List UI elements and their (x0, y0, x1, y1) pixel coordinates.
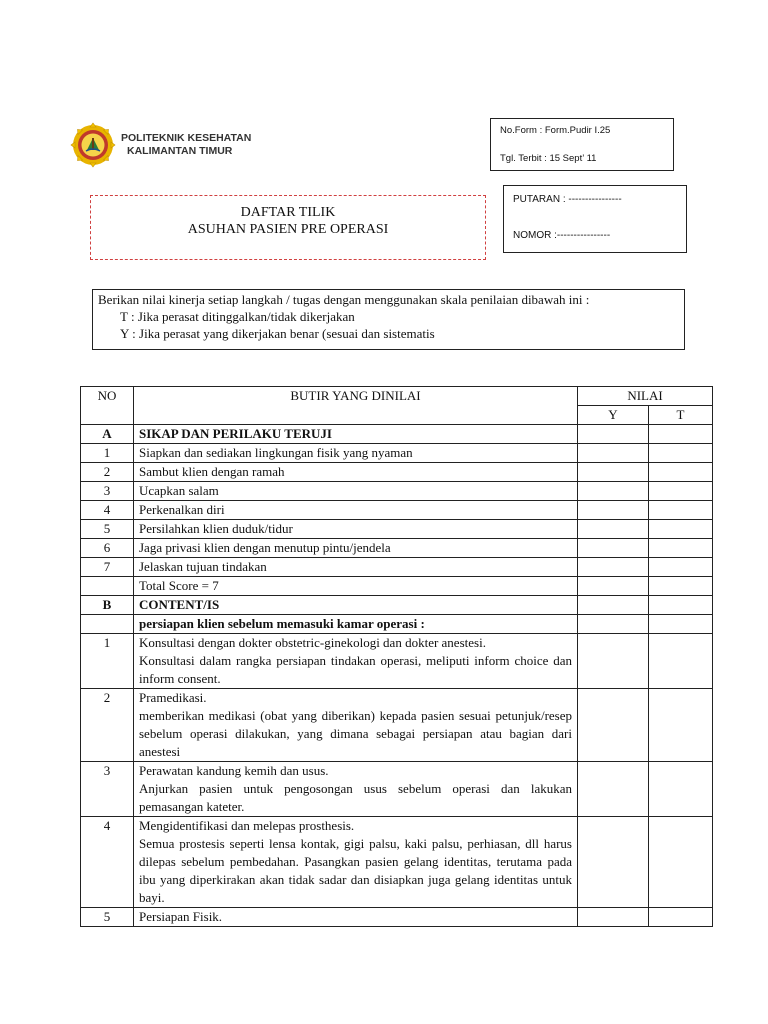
score-y-cell[interactable] (578, 520, 649, 539)
row-number: 1 (81, 444, 134, 463)
institution-name-line1: POLITEKNIK KESEHATAN (121, 132, 252, 144)
row-text: Sambut klien dengan ramah (134, 463, 578, 482)
form-number: No.Form : Form.Pudir I.25 (500, 125, 611, 136)
table-row (81, 501, 713, 520)
row-number: 6 (81, 539, 134, 558)
row-text: Perkenalkan diri (134, 501, 578, 520)
row-text: Ucapkan salam (134, 482, 578, 501)
score-y-cell[interactable] (578, 596, 649, 615)
score-t-cell[interactable] (649, 558, 713, 577)
score-y-cell[interactable] (578, 908, 649, 927)
institution-logo-icon (70, 122, 116, 168)
table-row (81, 558, 713, 577)
table-row (81, 817, 713, 908)
score-y-cell[interactable] (578, 577, 649, 596)
table-row (81, 762, 713, 817)
score-y-cell[interactable] (578, 689, 649, 762)
score-y-cell[interactable] (578, 817, 649, 908)
section-a-row (81, 425, 713, 444)
row-content (134, 689, 578, 762)
row-text: Siapkan dan sediakan lingkungan fisik yang nyaman (134, 444, 578, 463)
score-t-cell[interactable] (649, 539, 713, 558)
row-text: Jelaskan tujuan tindakan (134, 558, 578, 577)
score-t-cell[interactable] (649, 482, 713, 501)
section-a-title: SIKAP DAN PERILAKU TERUJI (134, 425, 578, 444)
score-t-cell[interactable] (649, 762, 713, 817)
score-y-cell[interactable] (578, 463, 649, 482)
section-b-row (81, 596, 713, 615)
score-t-cell[interactable] (649, 444, 713, 463)
score-t-cell[interactable] (649, 634, 713, 689)
score-t-cell[interactable] (649, 689, 713, 762)
table-row (81, 463, 713, 482)
score-y-cell[interactable] (578, 501, 649, 520)
row-content (134, 634, 578, 689)
total-score-row (81, 577, 713, 596)
row-number: 3 (81, 482, 134, 501)
row-detail: Konsultasi dalam rangka persiapan tindakan operasi, meliputi inform choice dan inform consent. (139, 653, 572, 686)
row-content (134, 762, 578, 817)
row-heading: Pramedikasi. (139, 690, 207, 705)
table-row (81, 634, 713, 689)
row-heading: Mengidentifikasi dan melepas prosthesis. (139, 818, 355, 833)
section-b-title: CONTENT/IS (134, 596, 578, 615)
section-b-subtitle-row (81, 615, 713, 634)
score-y-cell[interactable] (578, 762, 649, 817)
header-no: NO (81, 387, 134, 425)
row-detail: memberikan medikasi (obat yang diberikan) kepada pasien sesuai petunjuk/resep sebelum operasi dilakukan, yang dimana sebagai persiapan atau bagian dari anestesi (139, 708, 572, 759)
row-number: 5 (81, 908, 134, 927)
row-heading: Konsultasi dengan dokter obstetric-ginekologi dan dokter anestesi. (139, 635, 486, 650)
instructions-t: T : Jika perasat ditinggalkan/tidak dikerjakan (120, 309, 355, 324)
score-y-cell[interactable] (578, 539, 649, 558)
document-subtitle: ASUHAN PASIEN PRE OPERASI (187, 222, 389, 237)
row-content (134, 908, 578, 927)
score-t-cell[interactable] (649, 501, 713, 520)
row-text: Persilahkan klien duduk/tidur (134, 520, 578, 539)
table-row (81, 520, 713, 539)
score-y-cell[interactable] (578, 425, 649, 444)
row-number: 2 (81, 463, 134, 482)
header-item: BUTIR YANG DINILAI (134, 387, 578, 425)
row-text: Jaga privasi klien dengan menutup pintu/jendela (134, 539, 578, 558)
score-t-cell[interactable] (649, 615, 713, 634)
total-score: Total Score = 7 (134, 577, 578, 596)
row-number (81, 577, 134, 596)
row-heading: Persiapan Fisik. (139, 909, 223, 924)
header-t: T (649, 406, 713, 425)
nomor-field: NOMOR :---------------- (513, 230, 611, 241)
table-row (81, 539, 713, 558)
row-number: 1 (81, 634, 134, 689)
row-number: 4 (81, 501, 134, 520)
instructions-intro: Berikan nilai kinerja setiap langkah / tugas dengan menggunakan skala penilaian dibawah ini : (98, 292, 590, 307)
row-number: 5 (81, 520, 134, 539)
checklist-table (80, 386, 713, 927)
score-y-cell[interactable] (578, 634, 649, 689)
score-t-cell[interactable] (649, 520, 713, 539)
score-y-cell[interactable] (578, 444, 649, 463)
institution-name (121, 132, 261, 158)
round-number-box (503, 185, 687, 253)
document-title-box (90, 195, 486, 260)
table-row (81, 482, 713, 501)
score-y-cell[interactable] (578, 615, 649, 634)
row-number: 3 (81, 762, 134, 817)
score-t-cell[interactable] (649, 577, 713, 596)
section-b-subtitle: persiapan klien sebelum memasuki kamar operasi : (134, 615, 578, 634)
instructions-box (92, 289, 685, 350)
row-number: 4 (81, 817, 134, 908)
form-info-box (490, 118, 674, 171)
table-row (81, 689, 713, 762)
row-number (81, 615, 134, 634)
score-t-cell[interactable] (649, 463, 713, 482)
issue-date: Tgl. Terbit : 15 Sept’ 11 (500, 153, 597, 164)
row-content (134, 817, 578, 908)
row-detail: Anjurkan pasien untuk pengosongan usus sebelum operasi dan lakukan pemasangan kateter. (139, 781, 572, 814)
table-row (81, 444, 713, 463)
section-b-label: B (81, 596, 134, 615)
header-y: Y (578, 406, 649, 425)
header-nilai: NILAI (578, 387, 713, 406)
putaran-field: PUTARAN : ---------------- (513, 194, 622, 205)
row-number: 2 (81, 689, 134, 762)
row-detail: Semua prostesis seperti lensa kontak, gigi palsu, kaki palsu, perhiasan, dll harus dilepas sebelum pembedahan. Pasangkan pasien gelang identitas, terutama pada ibu yang diperkirakan akan tidak sadar dan disiapkan juga gelang identitas untuk bayi. (139, 836, 572, 905)
institution-name-line2: KALIMANTAN TIMUR (127, 145, 233, 157)
table-header-row (81, 387, 713, 406)
score-t-cell[interactable] (649, 817, 713, 908)
row-number: 7 (81, 558, 134, 577)
instructions-y: Y : Jika perasat yang dikerjakan benar (sesuai dan sistematis (120, 326, 435, 341)
score-t-cell[interactable] (649, 596, 713, 615)
table-row (81, 908, 713, 927)
row-heading: Perawatan kandung kemih dan usus. (139, 763, 329, 778)
section-a-label: A (81, 425, 134, 444)
score-y-cell[interactable] (578, 558, 649, 577)
document-title: DAFTAR TILIK (240, 205, 336, 220)
score-t-cell[interactable] (649, 908, 713, 927)
score-y-cell[interactable] (578, 482, 649, 501)
score-t-cell[interactable] (649, 425, 713, 444)
